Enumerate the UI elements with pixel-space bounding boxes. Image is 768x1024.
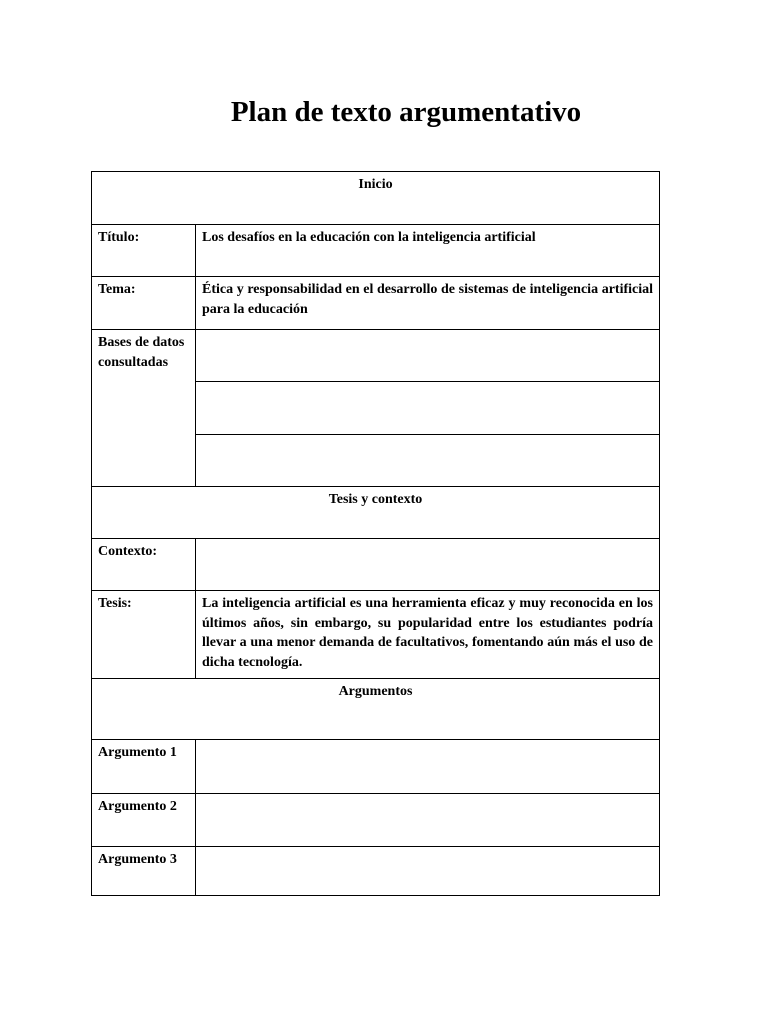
table-row-titulo xyxy=(92,225,660,277)
bases-value-1 xyxy=(196,330,660,382)
table-row-tesis xyxy=(92,591,660,679)
section-row-tesis-contexto xyxy=(92,487,660,539)
argumento-2-label: Argumento 2 xyxy=(92,794,196,847)
section-row-inicio xyxy=(92,172,660,225)
bases-value-3 xyxy=(196,435,660,487)
titulo-value: Los desafíos en la educación con la inteligencia artificial xyxy=(196,225,660,277)
table-row-argumento-1 xyxy=(92,740,660,794)
argumento-3-label: Argumento 3 xyxy=(92,847,196,896)
bases-value-2 xyxy=(196,382,660,435)
section-header-argumentos: Argumentos xyxy=(92,679,660,740)
document-title: Plan de texto argumentativo xyxy=(230,96,582,128)
table-row-argumento-3 xyxy=(92,847,660,896)
argumento-1-value xyxy=(196,740,660,794)
section-header-inicio: Inicio xyxy=(92,172,660,225)
section-header-tesis-contexto: Tesis y contexto xyxy=(92,487,660,539)
table-row-bases-1 xyxy=(92,330,660,382)
tesis-label: Tesis: xyxy=(92,591,196,679)
argumento-2-value xyxy=(196,794,660,847)
contexto-value xyxy=(196,539,660,591)
argument-plan-table xyxy=(91,171,660,896)
tesis-value: La inteligencia artificial es una herramienta eficaz y muy reconocida en los últimos años, sin embargo, su popularidad entre los estudiantes podría llevar a una menor demanda de facultativos, fomentando aún más el uso de dicha tecnología. xyxy=(196,591,660,679)
argumento-3-value xyxy=(196,847,660,896)
bases-label: Bases de datos consultadas xyxy=(92,330,196,487)
titulo-label: Título: xyxy=(92,225,196,277)
tema-label: Tema: xyxy=(92,277,196,330)
table-row-argumento-2 xyxy=(92,794,660,847)
contexto-label: Contexto: xyxy=(92,539,196,591)
argumento-1-label: Argumento 1 xyxy=(92,740,196,794)
tema-value: Ética y responsabilidad en el desarrollo de sistemas de inteligencia artificial para la educación xyxy=(196,277,660,330)
section-row-argumentos xyxy=(92,679,660,740)
table-row-contexto xyxy=(92,539,660,591)
table-row-tema xyxy=(92,277,660,330)
